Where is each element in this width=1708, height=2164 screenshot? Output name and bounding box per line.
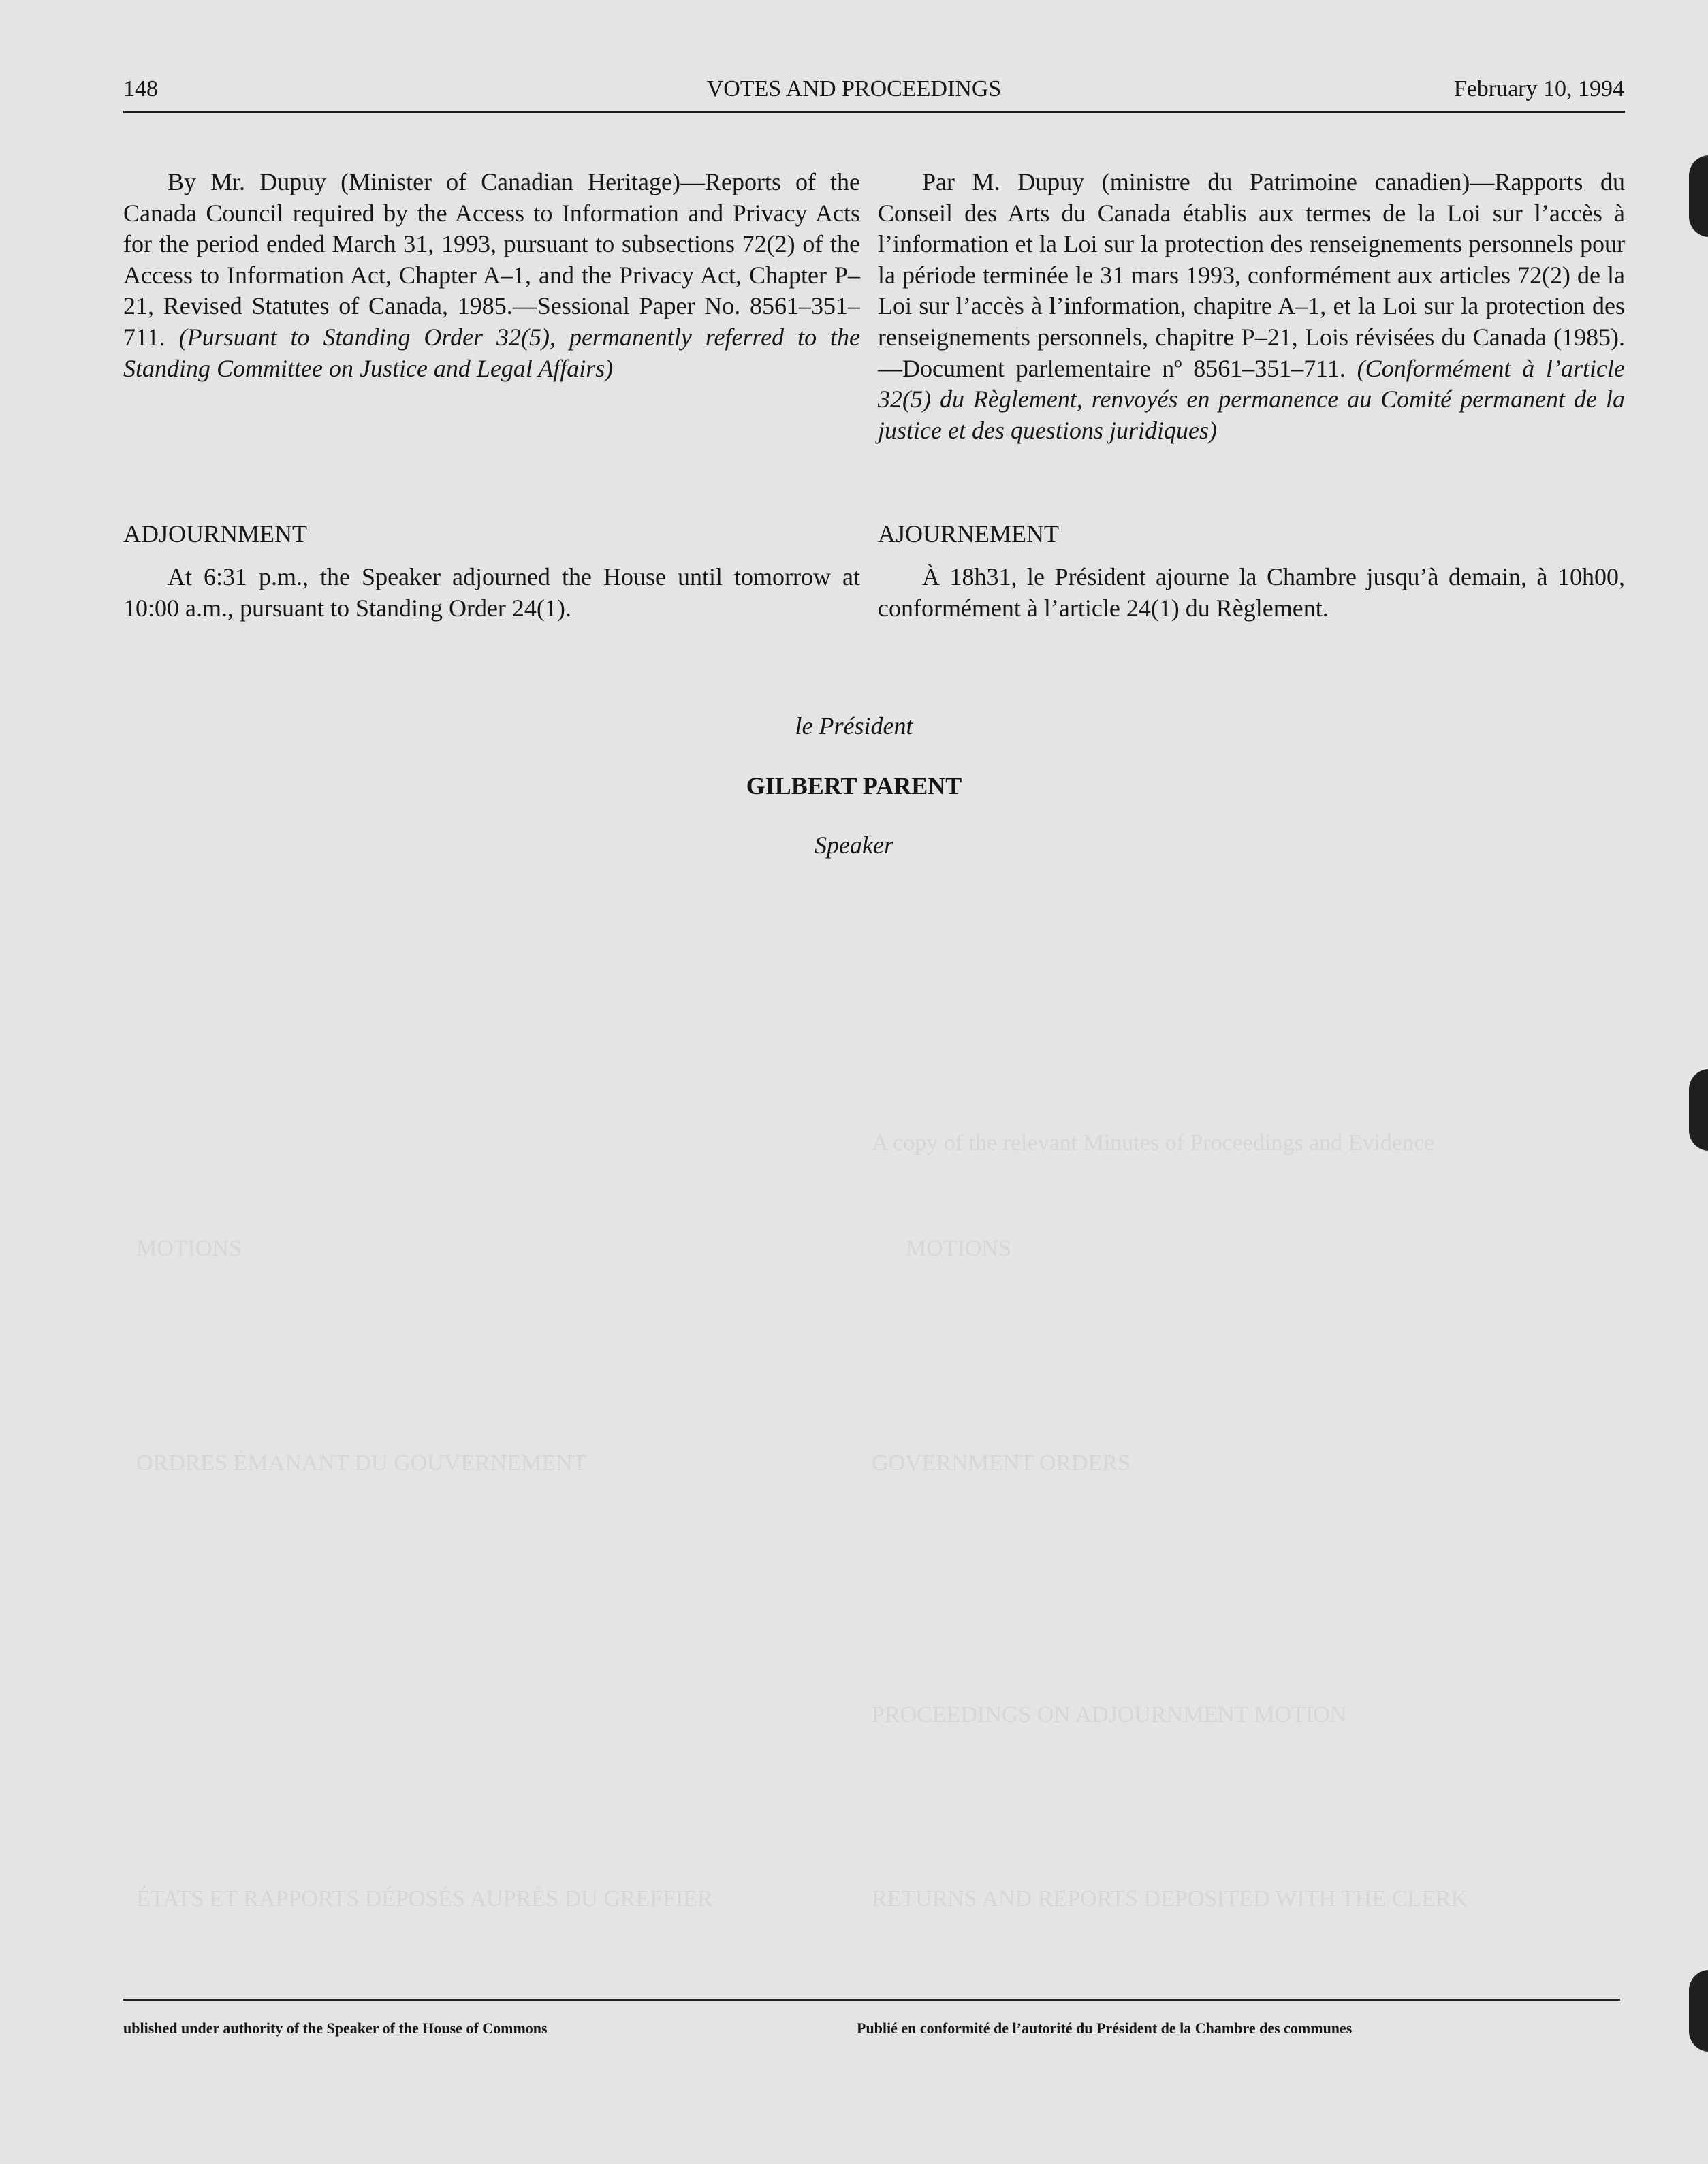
signature-name: GILBERT PARENT <box>746 772 962 799</box>
adjournment-text-en: At 6:31 p.m., the Speaker adjourned the House until tomorrow at 10:00 a.m., pursuant to Standing Order 24(1). <box>123 563 860 622</box>
show-through-text: A copy of the relevant Minutes of Proceedings and Evidence <box>872 1130 1435 1156</box>
signature-role-fr: le Président <box>795 712 913 739</box>
sessional-paper-en-text: By Mr. Dupuy (Minister of Canadian Heritage)—Reports of the Canada Council required by the Access to Information and Privacy Acts for the period ended March 31, 1993, pursuant to subsections 72(2) of the Access to Information Act, Chapter A–1, and the Privacy Act, Chapter P–21, Revised Statutes of Canada, 1985.—Sessional Paper No. 8561–351–711. <box>123 168 860 351</box>
footer-fr: Publié en conformité de l’autorité du Président de la Chambre des communes <box>857 2020 1353 2037</box>
show-through-text: MOTIONS <box>906 1236 1011 1261</box>
binder-hole <box>1689 155 1708 237</box>
show-through-text: MOTIONS <box>136 1236 242 1261</box>
sessional-paper-en-referral: (Pursuant to Standing Order 32(5), permanently referred to the Standing Committee on Justice and Legal Affairs) <box>123 323 860 382</box>
page-number: 148 <box>123 76 158 101</box>
running-title: VOTES AND PROCEEDINGS <box>706 76 1002 101</box>
page-date: February 10, 1994 <box>1453 76 1624 101</box>
sessional-paper-fr <box>878 167 1625 446</box>
show-through-text: GOVERNMENT ORDERS <box>872 1450 1131 1476</box>
show-through-text: RETURNS AND REPORTS DEPOSITED WITH THE CLERK <box>872 1886 1468 1911</box>
adjournment-text-fr: À 18h31, le Président ajourne la Chambre jusqu’à demain, à 10h00, conformément à l’article 24(1) du Règlement. <box>878 563 1625 622</box>
header-rule <box>123 111 1625 113</box>
binder-hole <box>1689 1069 1708 1151</box>
footer-rule <box>123 1999 1620 2001</box>
footer-en: ublished under authority of the Speaker of the House of Commons <box>123 2020 548 2037</box>
adjournment-heading-en: ADJOURNMENT <box>123 520 307 547</box>
adjournment-heading-fr: AJOURNEMENT <box>878 520 1059 547</box>
signature-role-en: Speaker <box>815 831 893 859</box>
sessional-paper-fr-text: Par M. Dupuy (ministre du Patrimoine canadien)—Rapports du Conseil des Arts du Canada établis aux termes de la Loi sur l’accès à l’information et la Loi sur la protection des renseignements personnels pour la période terminée le 31 mars 1993, conformément aux articles 72(2) de la Loi sur l’accès à l’information, chapitre A–1, et la Loi sur la protection des renseignements personnels, chapitre P–21, Lois révisées du Canada (1985).—Document parlementaire nº 8561–351–711. <box>878 168 1625 382</box>
show-through-text: ÉTATS ET RAPPORTS DÉPOSÉS AUPRÈS DU GREFFIER <box>136 1886 713 1911</box>
binder-hole <box>1689 1970 1708 2052</box>
sessional-paper-fr-referral: (Conformément à l’article 32(5) du Règlement, renvoyés en permanence au Comité permanent de la justice et des questions juridiques) <box>878 354 1625 444</box>
show-through-text: PROCEEDINGS ON ADJOURNMENT MOTION <box>872 1702 1347 1728</box>
sessional-paper-en <box>123 167 860 384</box>
show-through-text: ORDRES ÉMANANT DU GOUVERNEMENT <box>136 1450 587 1476</box>
